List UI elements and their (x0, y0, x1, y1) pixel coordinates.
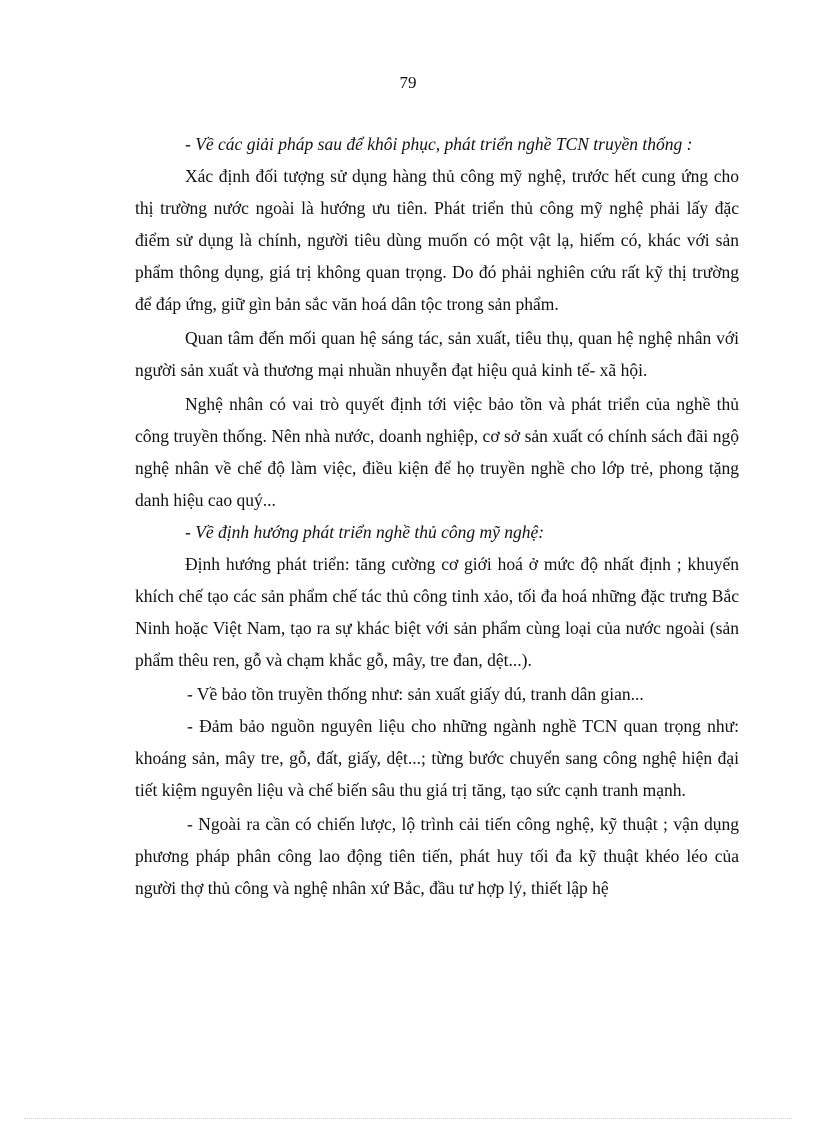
section-heading-restoration-solutions: - Về các giải pháp sau để khôi phục, phát triển nghề TCN truyền thống : (185, 134, 693, 154)
paragraph-artisan-role: Nghệ nhân có vai trò quyết định tới việc bảo tồn và phát triển của nghề thủ công truyền thống. Nên nhà nước, doanh nghiệp, cơ sở sản xuất có chính sách đãi ngộ nghệ nhân về chế độ làm việc, điều kiện để họ truyền nghề cho lớp trẻ, phong tặng danh hiệu cao quý... (135, 394, 739, 510)
paragraph-technology-strategy: - Ngoài ra cần có chiến lược, lộ trình cải tiến công nghệ, kỹ thuật ; vận dụng phương pháp phân công lao động tiên tiến, phát huy tối đa kỹ thuật khéo léo của người thợ thủ công và nghệ nhân xứ Bắc, đầu tư hợp lý, thiết lập hệ (135, 814, 739, 898)
paragraph-raw-materials: - Đảm bảo nguồn nguyên liệu cho những ngành nghề TCN quan trọng như: khoáng sản, mây tre, gỗ, đất, giấy, dệt...; từng bước chuyển sang công nghệ hiện đại tiết kiệm nguyên liệu và chế biến sâu thu giá trị tăng, tạo sức cạnh tranh mạnh. (135, 716, 739, 800)
page-bottom-divider (24, 1118, 792, 1119)
section-heading-development-orientation: - Về định hướng phát triển nghề thủ công mỹ nghệ: (185, 522, 545, 542)
paragraph-target-users: Xác định đối tượng sử dụng hàng thủ công mỹ nghệ, trước hết cung ứng cho thị trường nước ngoài là hướng ưu tiên. Phát triển thủ công mỹ nghệ phải lấy đặc điểm sử dụng là chính, người tiêu dùng muốn có một vật lạ, hiếm có, khác với sản phẩm thông dụng, giá trị không quan trọng. Do đó phải nghiên cứu rất kỹ thị trường để đáp ứng, giữ gìn bản sắc văn hoá dân tộc trong sản phẩm. (135, 166, 739, 314)
document-body (135, 128, 739, 904)
paragraph-development-orientation: Định hướng phát triển: tăng cường cơ giới hoá ở mức độ nhất định ; khuyến khích chế tạo các sản phẩm chế tác thủ công tinh xảo, tối đa hoá những đặc trưng Bắc Ninh hoặc Việt Nam, tạo ra sự khác biệt với sản phẩm cùng loại của nước ngoài (sản phẩm thêu ren, gỗ và chạm khắc gỗ, mây, tre đan, dệt...). (135, 554, 739, 670)
paragraph-tradition-preservation: - Về bảo tồn truyền thống như: sản xuất giấy dú, tranh dân gian... (187, 684, 644, 704)
paragraph-artisan-relations: Quan tâm đến mối quan hệ sáng tác, sản xuất, tiêu thụ, quan hệ nghệ nhân với người sản xuất và thương mại nhuần nhuyễn đạt hiệu quả kinh tế- xã hội. (135, 328, 739, 380)
page-number: 79 (399, 73, 417, 92)
